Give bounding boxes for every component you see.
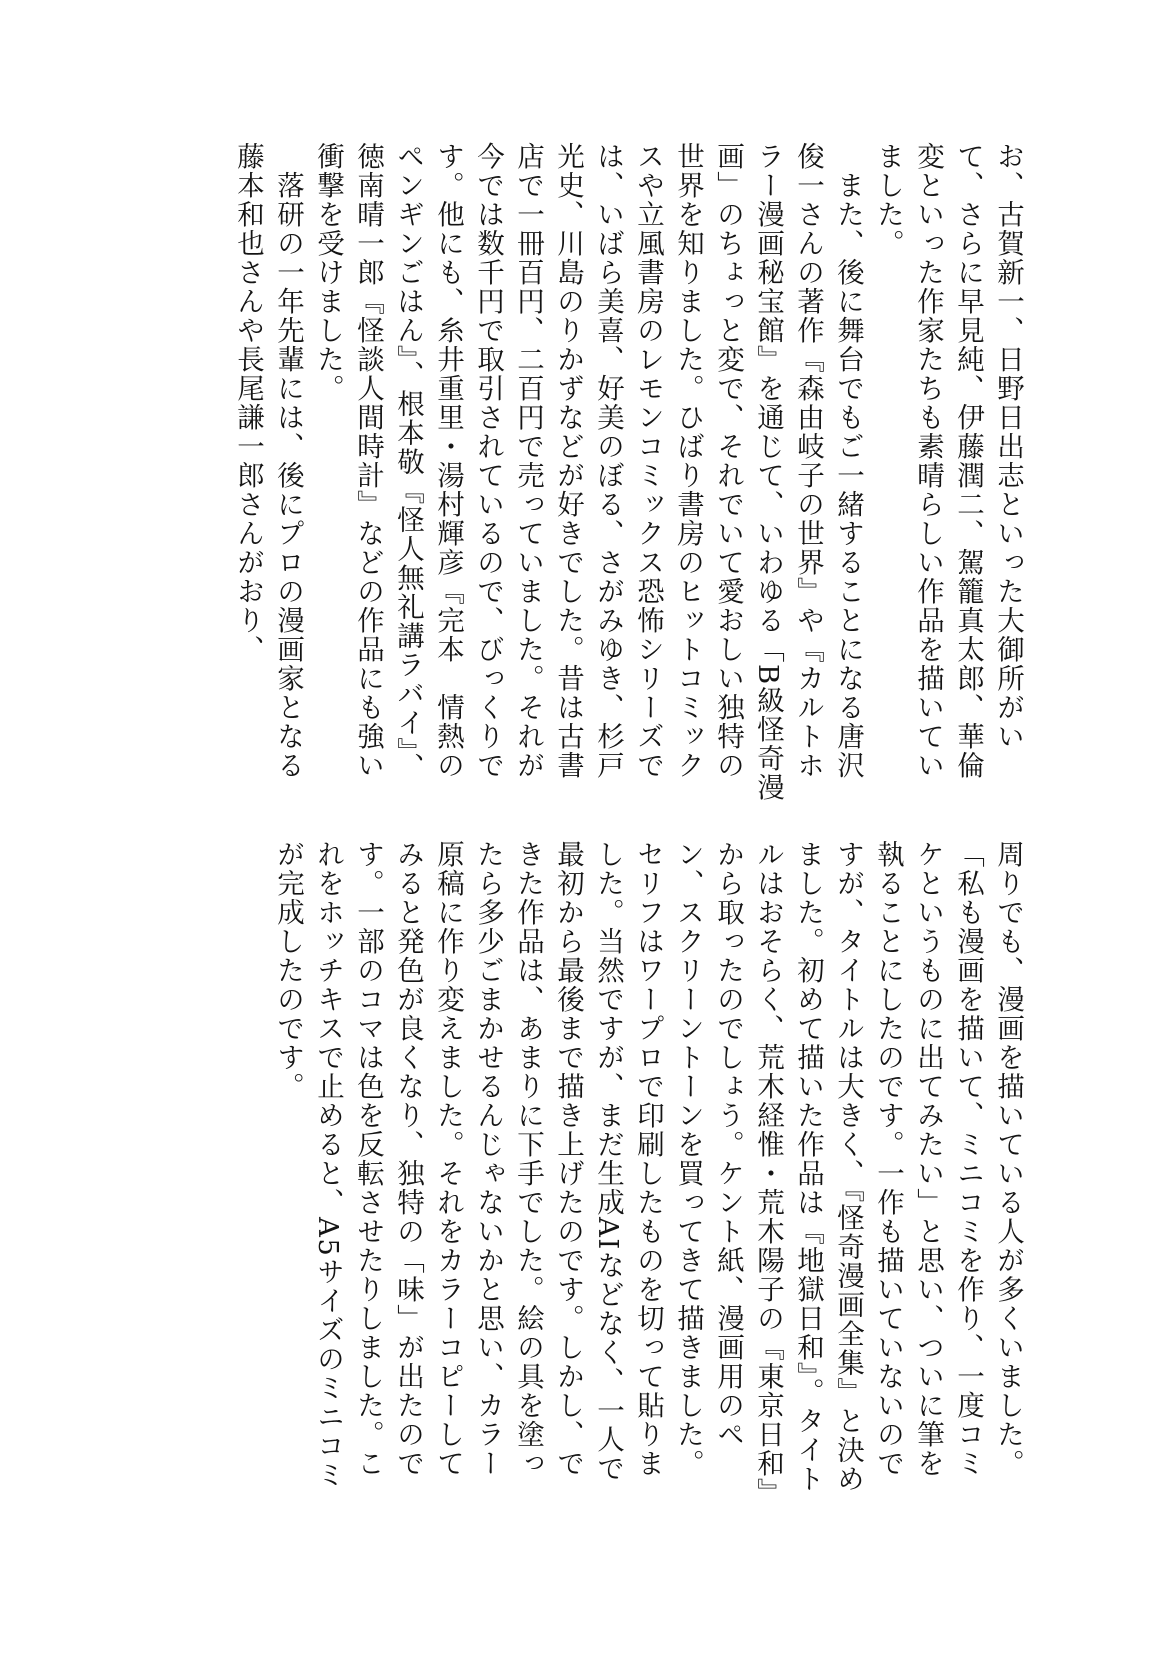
paragraph: 落研の一年先輩には、後にプロの漫画家となる藤本和也さんや長尾謙一郎さんがおり、 (232, 142, 304, 780)
paragraph: お、古賀新一、日野日出志といった大御所がいて、さらに早見純、伊藤潤二、駕籠真太郎、華倫変といった作家たちも素晴らしい作品を描いていました。 (872, 142, 1024, 780)
text-block-bottom (208, 840, 1028, 1500)
paragraph: 周りでも、漫画を描いている人が多くいました。「私も漫画を描いて、ミニコミを作り、一度コミケというものに出てみたい」と思い、ついに筆を執ることにしたのです。一作も描いていないのですが、タイトルは大きく、『怪奇漫画全集』と決めました。初めて描いた作品は『地獄日和』。タイトルはおそらく、荒木経惟・荒木陽子の『東京日和』から取ったのでしょう。ケント紙、漫画用のペン、スクリーントーンを買ってきて描きました。セリフはワープロで印刷したものを切って貼りました。当然ですが、まだ生成AIなどなく、一人で最初から最後まで描き上げたのです。しかし、できた作品は、あまりに下手でした。絵の具を塗ったら多少ごまかせるんじゃないかと思い、カラー原稿に作り変えました。それをカラーコピーしてみると発色が良くなり、独特の「味」が出たのです。一部のコマは色を反転させたりしました。これをホッチキスで止めると、A5サイズのミニコミが完成したのです。 (272, 840, 1024, 1494)
paragraph: また、後に舞台でもご一緒することになる唐沢俊一さんの著作『森由岐子の世界』や『カルトホラー漫画秘宝館』を通じて、いわゆる「B級怪奇漫画」のちょっと変で、それでいて愛おしい独特の世界を知りました。ひばり書房のヒットコミックスや立風書房のレモンコミックス恐怖シリーズでは、いばら美喜、好美のぼる、さがみゆき、杉戸光史、川島のりかずなどが好きでした。昔は古書店で一冊百円、二百円で売っていました。それが今では数千円で取引されているので、びっくりです。他にも、糸井重里・湯村輝彦『完本 情熱のペンギンごはん』、根本敬『怪人無礼講ラバイ』、徳南晴一郎『怪談人間時計』などの作品にも強い衝撃を受けました。 (312, 142, 864, 802)
text-block-top (208, 142, 1028, 807)
